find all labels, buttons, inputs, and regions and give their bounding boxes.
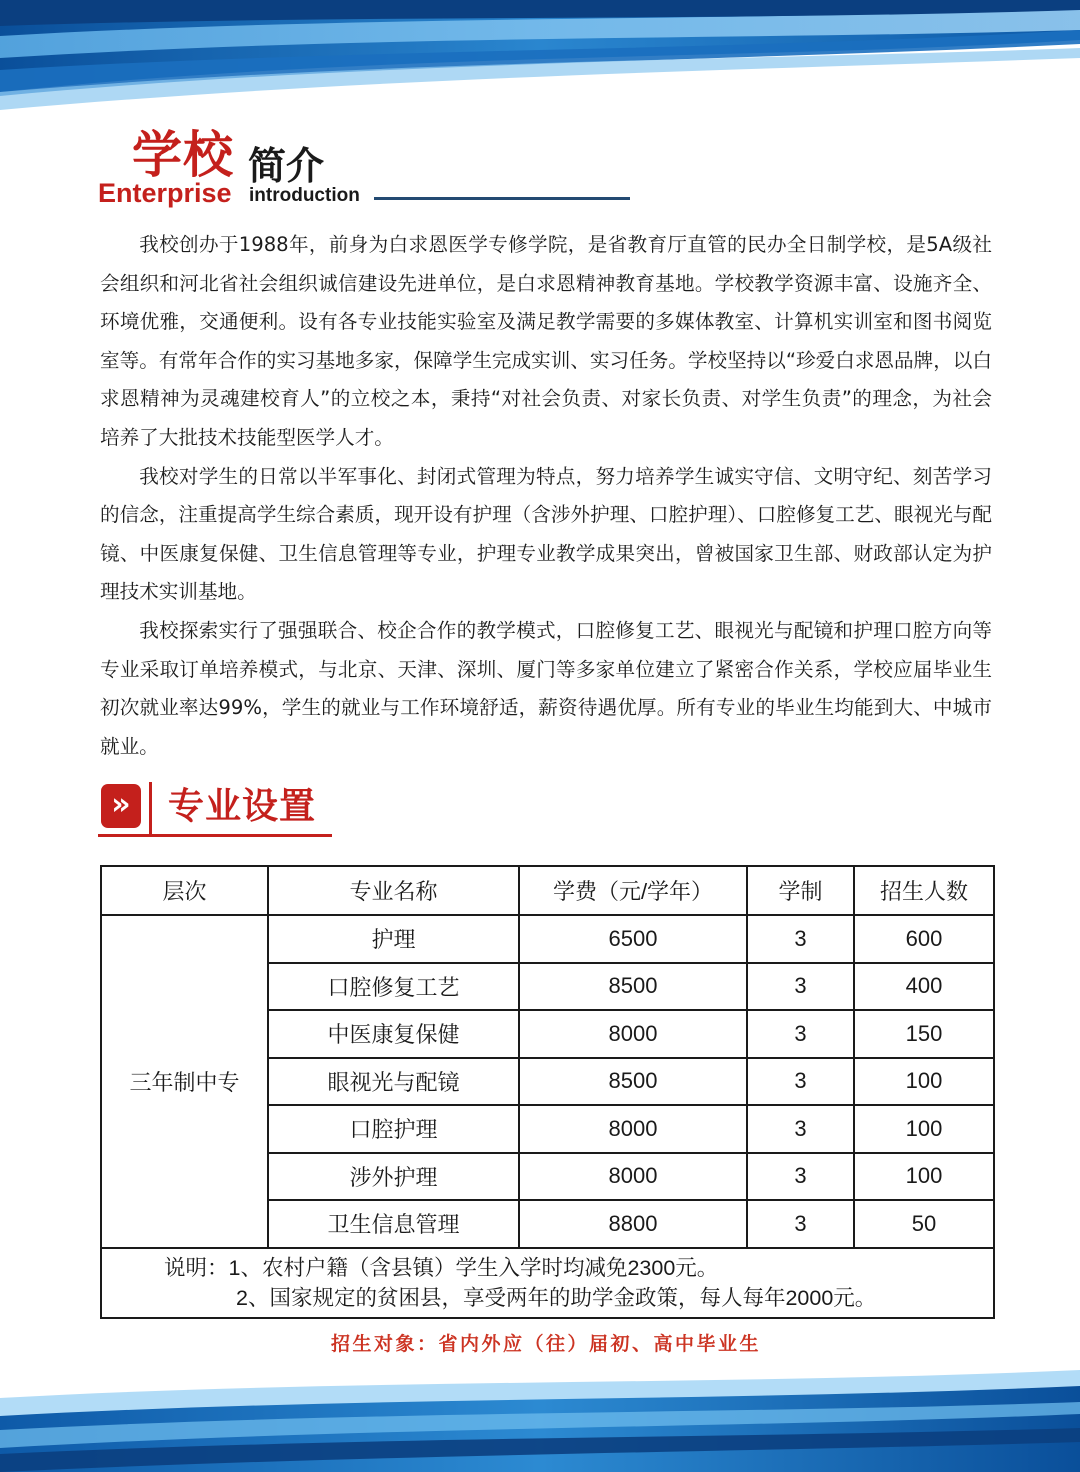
header-duration: 学制 (747, 866, 854, 915)
section-underline (98, 834, 332, 837)
tuition-cell: 6500 (519, 915, 747, 963)
section-divider (149, 782, 152, 834)
tuition-cell: 8000 (519, 1153, 747, 1201)
major-name-cell: 眼视光与配镜 (268, 1058, 519, 1106)
intro-paragraph-3: 我校探索实行了强强联合、校企合作的教学模式，口腔修复工艺、眼视光与配镜和护理口腔方向等专业采取订单培养模式，与北京、天津、深圳、厦门等多家单位建立了紧密合作关系，学校应届毕业生初次就业率达99%，学生的就业与工作环境舒适，薪资待遇优厚。所有专业的毕业生均能到大、中城市就业。 (100, 618, 992, 758)
enrollment-target: 招生对象：省内外应（往）届初、高中毕业生 (330, 1333, 761, 1355)
header-level: 层次 (101, 866, 268, 915)
double-chevron-icon: » (101, 784, 141, 828)
duration-cell: 3 (747, 1153, 854, 1201)
major-name-cell: 涉外护理 (268, 1153, 519, 1201)
table-row (101, 915, 994, 963)
enrollment-cell: 150 (854, 1010, 994, 1058)
table-note-row (101, 1248, 994, 1318)
tuition-cell: 8800 (519, 1200, 747, 1248)
bottom-banner (0, 1358, 1080, 1472)
enrollment-cell: 600 (854, 915, 994, 963)
heading-cn-sub: 简介 (248, 143, 325, 188)
header-tuition: 学费（元/学年） (519, 866, 747, 915)
intro-heading (98, 122, 658, 217)
duration-cell: 3 (747, 915, 854, 963)
intro-paragraph-2: 我校对学生的日常以半军事化、封闭式管理为特点，努力培养学生诚实守信、文明守纪、刻苦学习的信念，注重提高学生综合素质，现开设有护理（含涉外护理、口腔护理）、口腔修复工艺、眼视光与配镜、中医康复保健、卫生信息管理等专业，护理专业教学成果突出，曾被国家卫生部、财政部认定为护理技术实训基地。 (100, 464, 992, 604)
enrollment-cell: 100 (854, 1153, 994, 1201)
majors-table (100, 865, 995, 1319)
tuition-cell: 8500 (519, 963, 747, 1011)
note-line-1: 说明：1、农村户籍（含县镇）学生入学时均减免2300元。 (164, 1255, 719, 1280)
major-name-cell: 卫生信息管理 (268, 1200, 519, 1248)
duration-cell: 3 (747, 1010, 854, 1058)
enrollment-cell: 400 (854, 963, 994, 1011)
duration-cell: 3 (747, 1058, 854, 1106)
major-name-cell: 口腔修复工艺 (268, 963, 519, 1011)
note-line-2: 2、国家规定的贫困县，享受两年的助学金政策，每人每年2000元。 (236, 1285, 877, 1310)
duration-cell: 3 (747, 1200, 854, 1248)
intro-text (100, 226, 992, 766)
level-cell: 三年制中专 (101, 915, 268, 1248)
duration-cell: 3 (747, 963, 854, 1011)
header-major-name: 专业名称 (268, 866, 519, 915)
heading-rule (374, 197, 630, 200)
enrollment-cell: 100 (854, 1105, 994, 1153)
enrollment-cell: 50 (854, 1200, 994, 1248)
major-name-cell: 护理 (268, 915, 519, 963)
tuition-cell: 8000 (519, 1105, 747, 1153)
tuition-cell: 8000 (519, 1010, 747, 1058)
table-header-row (101, 866, 994, 915)
section-title: 专业设置 (168, 786, 317, 827)
top-banner (0, 0, 1080, 120)
heading-en-main: Enterprise (98, 178, 232, 208)
intro-paragraph-1: 我校创办于1988年，前身为白求恩医学专修学院，是省教育厅直管的民办全日制学校，是5A级社会组织和河北省社会组织诚信建设先进单位，是白求恩精神教育基地。学校教学资源丰富、设施齐全、环境优雅，交通便利。设有各专业技能实验室及满足教学需要的多媒体教室、计算机实训室和图书阅览室等。有常年合作的实习基地多家，保障学生完成实训、实习任务。学校坚持以“珍爱白求恩品牌，以白求恩精神为灵魂建校育人”的立校之本，秉持“对社会负责、对家长负责、对学生负责”的理念，为社会培养了大批技术技能型医学人才。 (100, 233, 992, 449)
enrollment-cell: 100 (854, 1058, 994, 1106)
table-note (101, 1248, 994, 1318)
duration-cell: 3 (747, 1105, 854, 1153)
tuition-cell: 8500 (519, 1058, 747, 1106)
majors-section-heading (98, 780, 338, 842)
heading-en-sub: introduction (249, 185, 360, 206)
header-enrollment: 招生人数 (854, 866, 994, 915)
major-name-cell: 口腔护理 (268, 1105, 519, 1153)
heading-cn-main: 学校 (132, 125, 234, 184)
major-name-cell: 中医康复保健 (268, 1010, 519, 1058)
